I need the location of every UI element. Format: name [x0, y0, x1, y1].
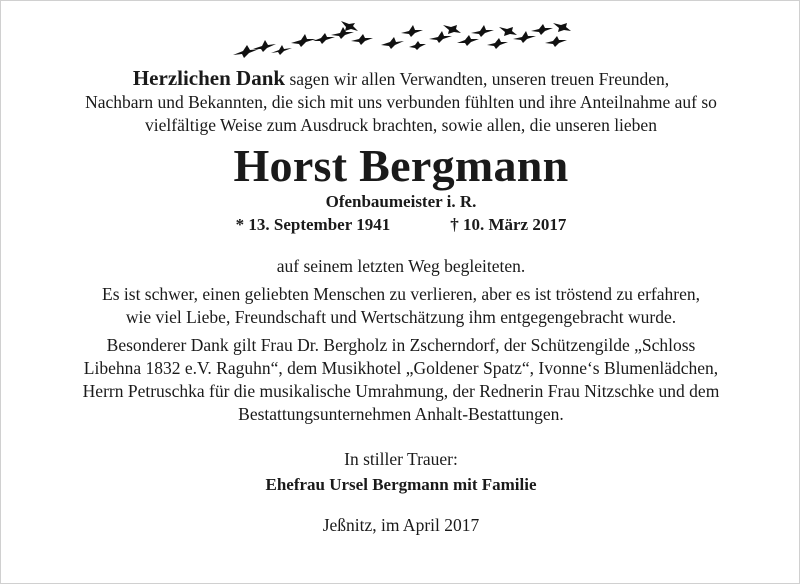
intro-line: vielfältige Weise zum Ausdruck brachten, sowie allen, die unseren lieben [145, 115, 657, 135]
thanks-line: Besonderer Dank gilt Frau Dr. Bergholz in Zscherndorf, der Schützengilde „Schloss [106, 335, 696, 355]
accompaniment-line: auf seinem letzten Weg begleiteten. [276, 256, 526, 276]
intro-paragraph [1, 67, 800, 137]
intro-line: sagen wir allen Verwandten, unseren treuen Freunden, [285, 69, 670, 89]
thanks-line: Bestattungsunternehmen Anhalt-Bestattungen. [238, 404, 564, 424]
intro-line: Nachbarn und Bekannten, die sich mit uns verbunden fühlten und ihre Anteilnahme auf so [85, 92, 717, 112]
consolation-line: Es ist schwer, einen geliebten Menschen zu verlieren, aber es ist tröstend zu erfahren, [102, 284, 700, 304]
birth-date: * 13. September 1941 [235, 215, 391, 234]
deceased-name: Horst Bergmann [233, 140, 569, 191]
thanks-line: Libehna 1832 e.V. Raguhn“, dem Musikhotel „Goldener Spatz“, Ivonne‘s Blumenlädchen, [83, 358, 719, 378]
intro-lead: Herzlichen Dank [132, 66, 286, 90]
notice-body [1, 67, 800, 537]
consolation-line: wie viel Liebe, Freundschaft und Wertschätzung ihm entgegengebracht wurde. [125, 307, 677, 327]
deceased-title: Ofenbaumeister i. R. [325, 192, 477, 211]
family-signature: Ehefrau Ursel Bergmann mit Familie [265, 475, 537, 494]
consolation-paragraph [1, 283, 800, 329]
special-thanks-paragraph [1, 334, 800, 426]
life-dates [1, 213, 800, 236]
place-and-date: Jeßnitz, im April 2017 [322, 515, 480, 535]
mourning-line: In stiller Trauer: [344, 449, 458, 469]
thanks-line: Herrn Petruschka für die musikalische Umrahmung, der Rednerin Frau Nitzschke und dem [82, 381, 720, 401]
flying-birds-icon [231, 13, 576, 61]
death-date: † 10. März 2017 [450, 215, 567, 234]
